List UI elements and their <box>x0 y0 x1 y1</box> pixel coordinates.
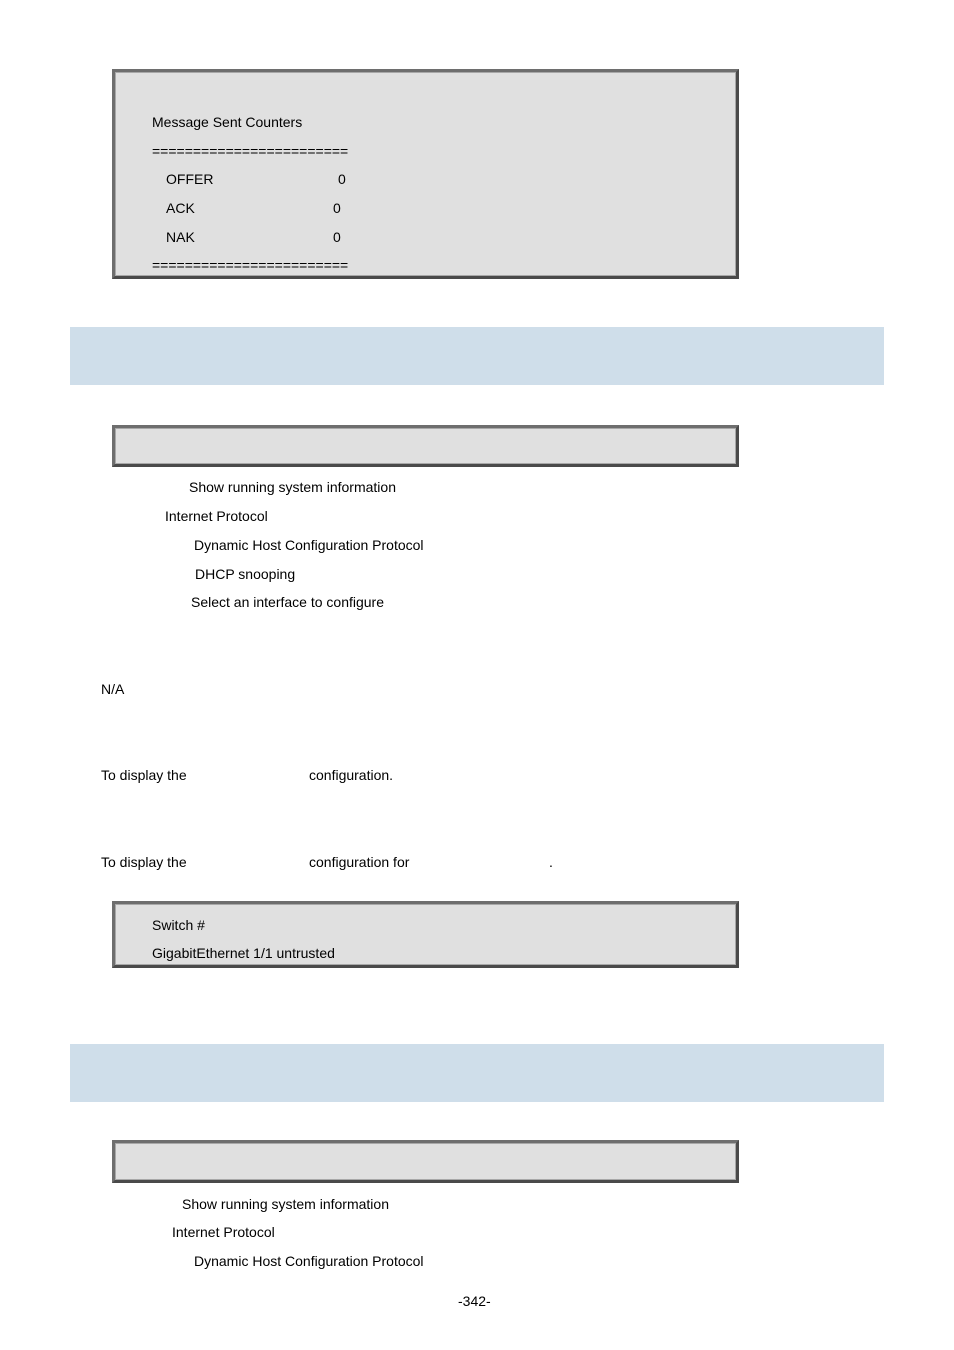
param2-show: Show running system information <box>182 1196 389 1212</box>
example-output: GigabitEthernet 1/1 untrusted <box>152 945 335 961</box>
param-show: Show running system information <box>189 479 396 495</box>
page-number: -342- <box>458 1293 491 1309</box>
usage1-prefix: To display the <box>101 767 187 783</box>
counters-title: Message Sent Counters <box>152 114 303 130</box>
param2-ip: Internet Protocol <box>172 1224 275 1240</box>
counter-label-ack: ACK <box>166 200 195 216</box>
param2-dhcp: Dynamic Host Configuration Protocol <box>194 1253 424 1269</box>
command-box-1 <box>112 425 739 467</box>
default-value: N/A <box>101 681 125 697</box>
counters-separator-top: ======================== <box>152 143 349 159</box>
command-box-2 <box>112 1140 739 1183</box>
counter-value-nak: 0 <box>333 229 341 245</box>
example-prompt: Switch # <box>152 917 205 933</box>
param-snooping: DHCP snooping <box>195 566 296 582</box>
usage2-prefix: To display the <box>101 854 187 870</box>
section-heading-band-1 <box>70 327 884 385</box>
usage2-middle: configuration for <box>309 854 410 870</box>
counter-label-offer: OFFER <box>166 171 214 187</box>
param-ip: Internet Protocol <box>165 508 268 524</box>
usage1-suffix: configuration. <box>309 767 394 783</box>
param-dhcp: Dynamic Host Configuration Protocol <box>194 537 424 553</box>
usage2-end: . <box>549 854 553 870</box>
section-heading-band-2 <box>70 1044 884 1102</box>
counters-separator-bottom: ======================== <box>152 257 349 273</box>
counter-value-ack: 0 <box>333 200 341 216</box>
counter-value-offer: 0 <box>338 171 346 187</box>
counter-label-nak: NAK <box>166 229 195 245</box>
param-interface: Select an interface to configure <box>191 594 385 610</box>
